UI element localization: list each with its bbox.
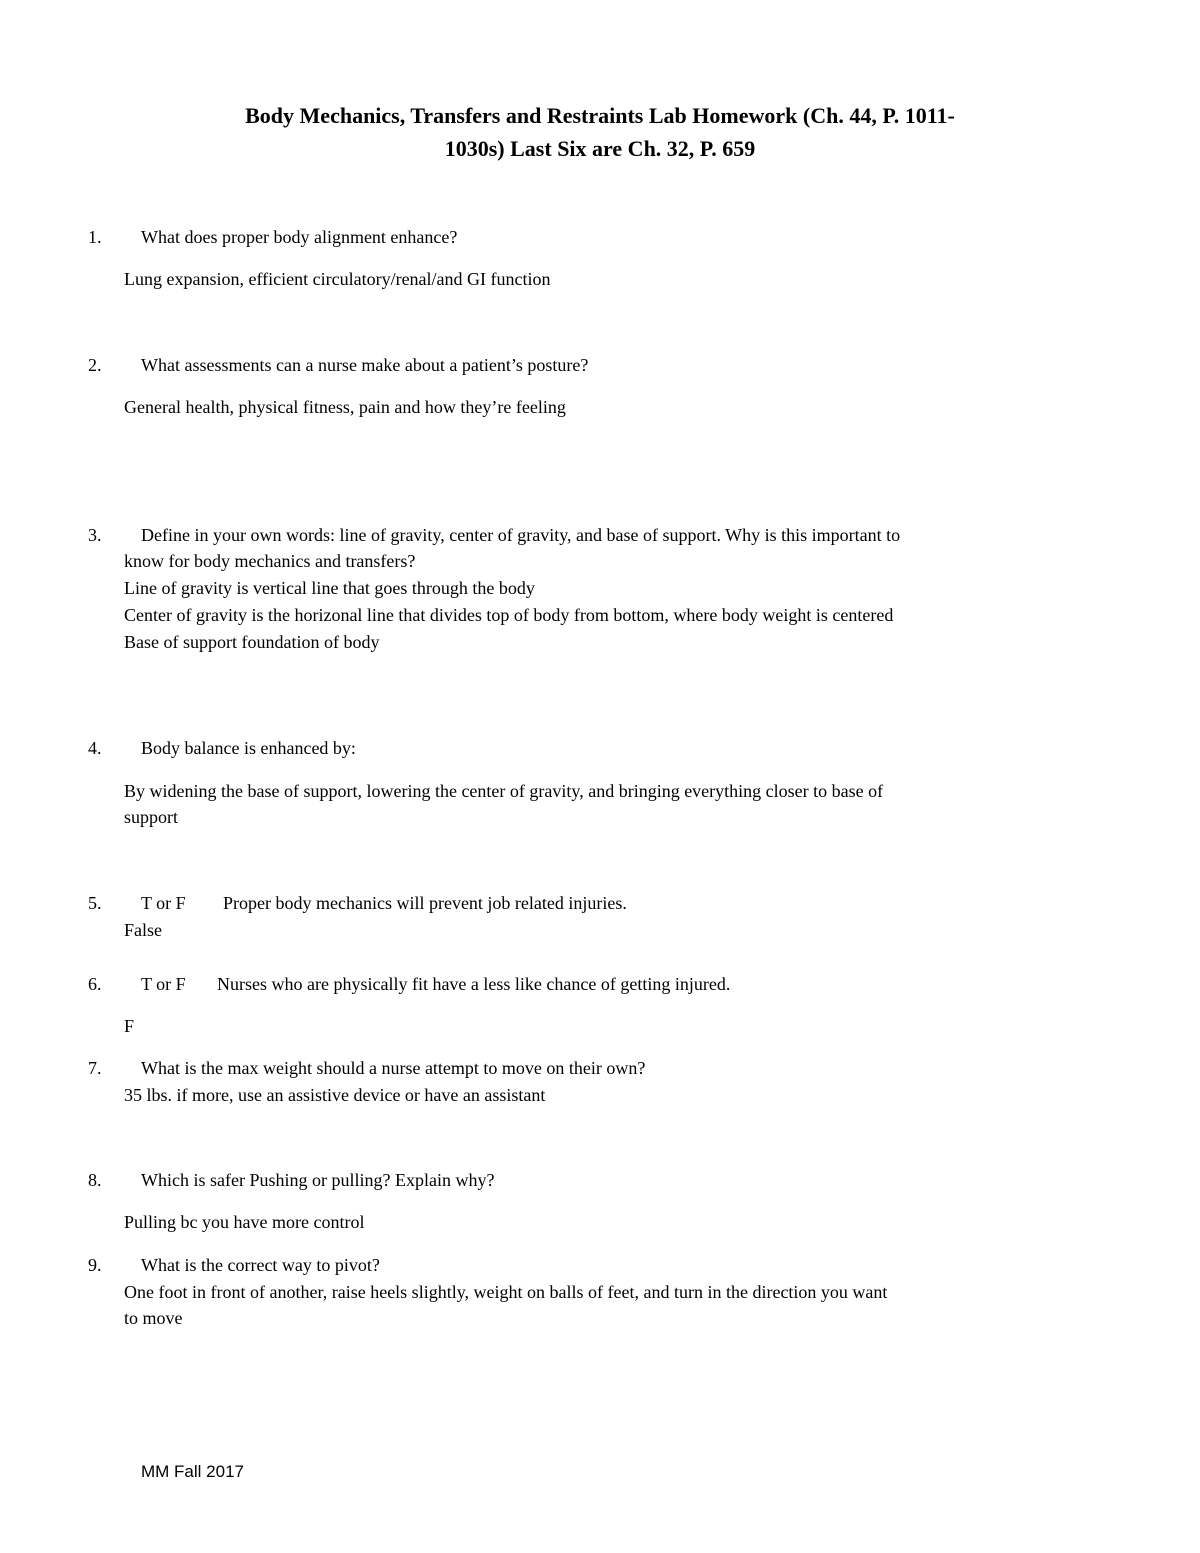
question-number: 1. (88, 227, 102, 247)
question-text: What assessments can a nurse make about a patient’s posture? (141, 355, 589, 375)
question-number: 2. (88, 355, 102, 375)
question-text: Body balance is enhanced by: (141, 738, 356, 758)
question-text-continued: know for body mechanics and transfers? (124, 551, 416, 571)
question-text: What is the max weight should a nurse attempt to move on their own? (141, 1058, 646, 1078)
answer-text: False (124, 920, 162, 940)
answer-text: Lung expansion, efficient circulatory/renal/and GI function (124, 269, 551, 289)
answer-text: By widening the base of support, lowering the center of gravity, and bringing everything closer to base of (124, 781, 884, 801)
answer-text: Base of support foundation of body (124, 632, 380, 652)
answer-text: to move (124, 1308, 183, 1328)
question-number: 9. (88, 1255, 102, 1275)
true-false-question (141, 971, 730, 997)
question-number: 4. (88, 738, 102, 758)
answer-text: One foot in front of another, raise heels slightly, weight on balls of feet, and turn in the direction you want (124, 1282, 888, 1302)
page-footer: MM Fall 2017 (141, 1462, 244, 1481)
true-false-label: T or F (141, 893, 186, 913)
question-text: What does proper body alignment enhance? (141, 227, 458, 247)
answer-text: 35 lbs. if more, use an assistive device or have an assistant (124, 1085, 546, 1105)
question-number: 3. (88, 525, 102, 545)
answer-text: Line of gravity is vertical line that goes through the body (124, 578, 535, 598)
question-text: Which is safer Pushing or pulling? Explain why? (141, 1170, 495, 1190)
question-text: Nurses who are physically fit have a less like chance of getting injured. (217, 974, 731, 994)
document-title-line-1: Body Mechanics, Transfers and Restraints Lab Homework (Ch. 44, P. 1011- (245, 103, 955, 128)
answer-text: Center of gravity is the horizonal line that divides top of body from bottom, where body weight is centered (124, 605, 894, 625)
question-text: Proper body mechanics will prevent job related injuries. (223, 893, 627, 913)
question-number: 5. (88, 893, 102, 913)
question-text: Define in your own words: line of gravity, center of gravity, and base of support. Why is this important to (141, 525, 901, 545)
question-number: 6. (88, 974, 102, 994)
document-title-line-2: 1030s) Last Six are Ch. 32, P. 659 (444, 136, 756, 161)
answer-text: support (124, 807, 178, 827)
true-false-label: T or F (141, 974, 186, 994)
answer-text: Pulling bc you have more control (124, 1212, 365, 1232)
question-text: What is the correct way to pivot? (141, 1255, 380, 1275)
true-false-question (141, 890, 627, 916)
question-number: 7. (88, 1058, 102, 1078)
answer-text: F (124, 1016, 135, 1036)
question-number: 8. (88, 1170, 102, 1190)
answer-text: General health, physical fitness, pain and how they’re feeling (124, 397, 566, 417)
